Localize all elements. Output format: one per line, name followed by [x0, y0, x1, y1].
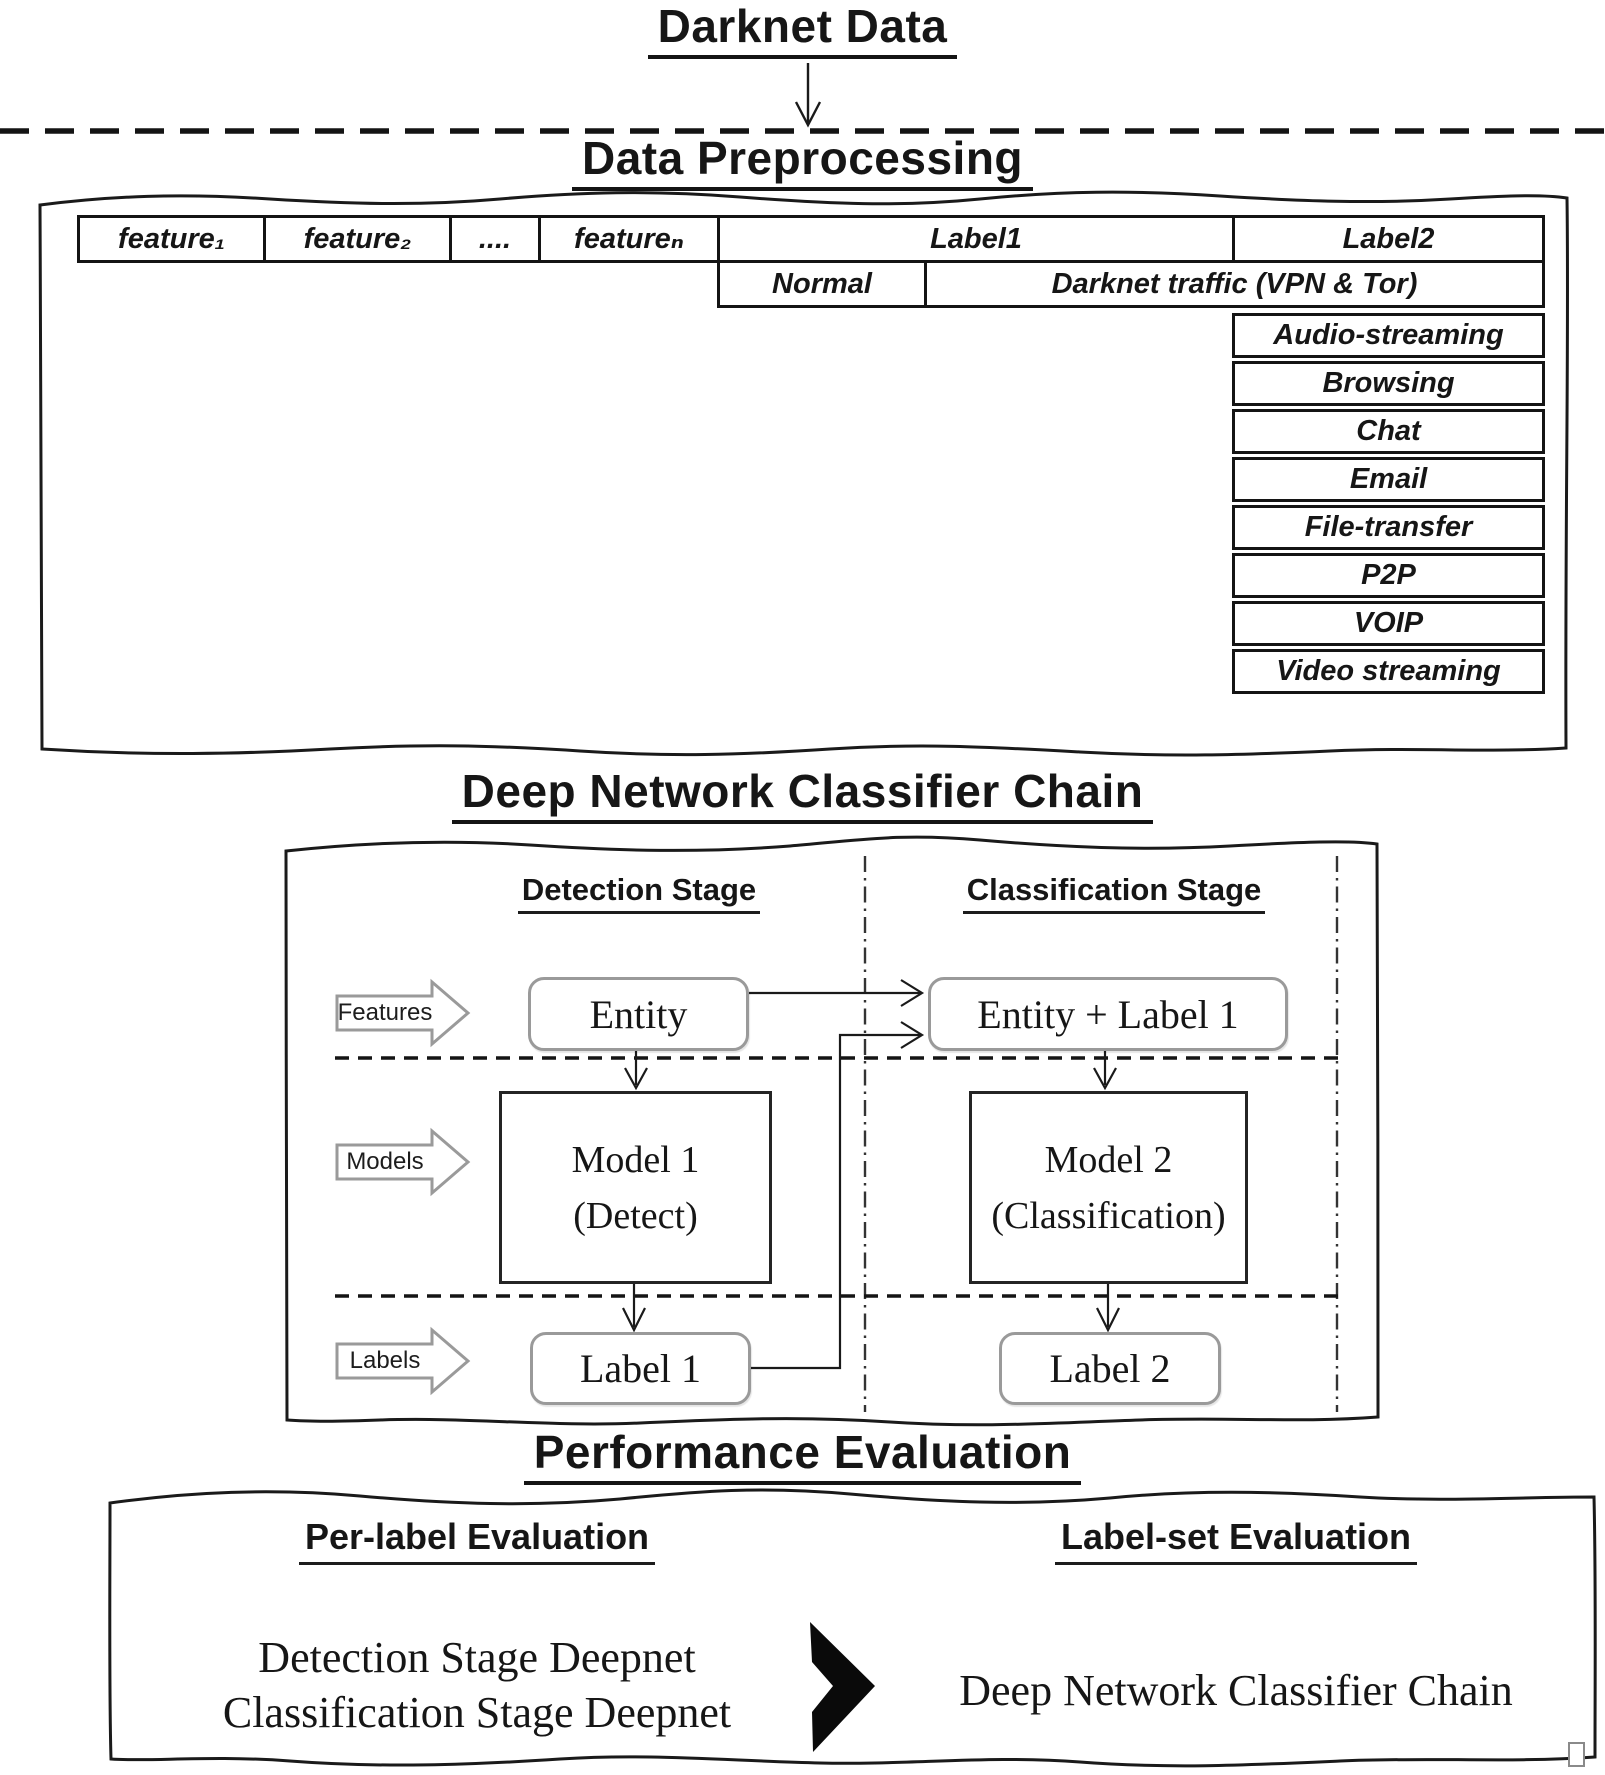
darknet-data-title-row	[0, 2, 1605, 59]
feature-col-1-header: feature₁	[77, 215, 266, 263]
model1-to-label1-arrow	[623, 1284, 645, 1330]
evaluation-chevron-icon	[810, 1622, 875, 1752]
detection-stage-heading	[439, 872, 839, 914]
label2-category-row: Video streaming	[1232, 649, 1545, 694]
label1-box: Label 1	[530, 1332, 751, 1405]
chain-title-row	[0, 767, 1605, 824]
stray-square-artifact	[1568, 1742, 1585, 1767]
model1-box	[499, 1091, 772, 1284]
per-label-evaluation-label: Per-label Evaluation	[299, 1516, 655, 1565]
evaluation-title: Performance Evaluation	[524, 1428, 1082, 1485]
label2-category-row: Audio-streaming	[1232, 313, 1545, 358]
model2-subtitle: (Classification)	[991, 1194, 1226, 1237]
label-set-evaluation-label: Label-set Evaluation	[1055, 1516, 1417, 1565]
entity-box: Entity	[528, 977, 749, 1051]
classification-deepnet-text: Classification Stage Deepnet	[222, 1688, 732, 1737]
classification-stage-heading	[914, 872, 1314, 914]
label2-box: Label 2	[999, 1332, 1221, 1405]
chain-title: Deep Network Classifier Chain	[452, 767, 1154, 824]
label1-feedback-arrow	[751, 1022, 922, 1368]
feature-col-dots-header: ....	[449, 215, 541, 263]
label2-category-row: P2P	[1232, 553, 1545, 598]
label2-category-row: VOIP	[1232, 601, 1545, 646]
label2-category-row: Email	[1232, 457, 1545, 502]
labels-row-label: Labels	[349, 1347, 421, 1374]
label1-value-darknet-cell: Darknet traffic (VPN & Tor)	[924, 260, 1545, 308]
model2-title: Model 2	[1044, 1138, 1173, 1181]
label2-category-row: Browsing	[1232, 361, 1545, 406]
down-arrow-icon	[796, 63, 820, 125]
label1-value-normal-cell: Normal	[717, 260, 927, 308]
label2-header-cell: Label2	[1232, 215, 1545, 263]
chain-result-text: Deep Network Classifier Chain	[959, 1666, 1513, 1715]
detection-deepnet-text: Detection Stage Deepnet	[258, 1633, 696, 1682]
models-row-label: Models	[346, 1148, 424, 1175]
model2-box	[969, 1091, 1248, 1284]
label2-category-row: Chat	[1232, 409, 1545, 454]
feature-col-2-header: feature₂	[263, 215, 452, 263]
preprocessing-title: Data Preprocessing	[572, 134, 1033, 191]
label-set-evaluation-heading	[1026, 1516, 1446, 1565]
darknet-data-title: Darknet Data	[648, 2, 958, 59]
classification-stage-label: Classification Stage	[963, 872, 1266, 914]
evaluation-title-row	[0, 1428, 1605, 1485]
model1-title: Model 1	[571, 1138, 700, 1181]
model1-subtitle: (Detect)	[573, 1194, 698, 1237]
features-row-label: Features	[337, 999, 433, 1026]
model2-to-label2-arrow	[1097, 1284, 1119, 1330]
entity-label1-box: Entity + Label 1	[928, 977, 1288, 1051]
preprocessing-title-row	[0, 134, 1605, 191]
label1-header-cell: Label1	[717, 215, 1235, 263]
entity-to-entitylabel1-arrow	[749, 980, 922, 1006]
detection-stage-label: Detection Stage	[518, 872, 760, 914]
per-label-evaluation-heading	[267, 1516, 687, 1565]
feature-col-n-header: featureₙ	[538, 215, 720, 263]
label2-category-row: File-transfer	[1232, 505, 1545, 550]
